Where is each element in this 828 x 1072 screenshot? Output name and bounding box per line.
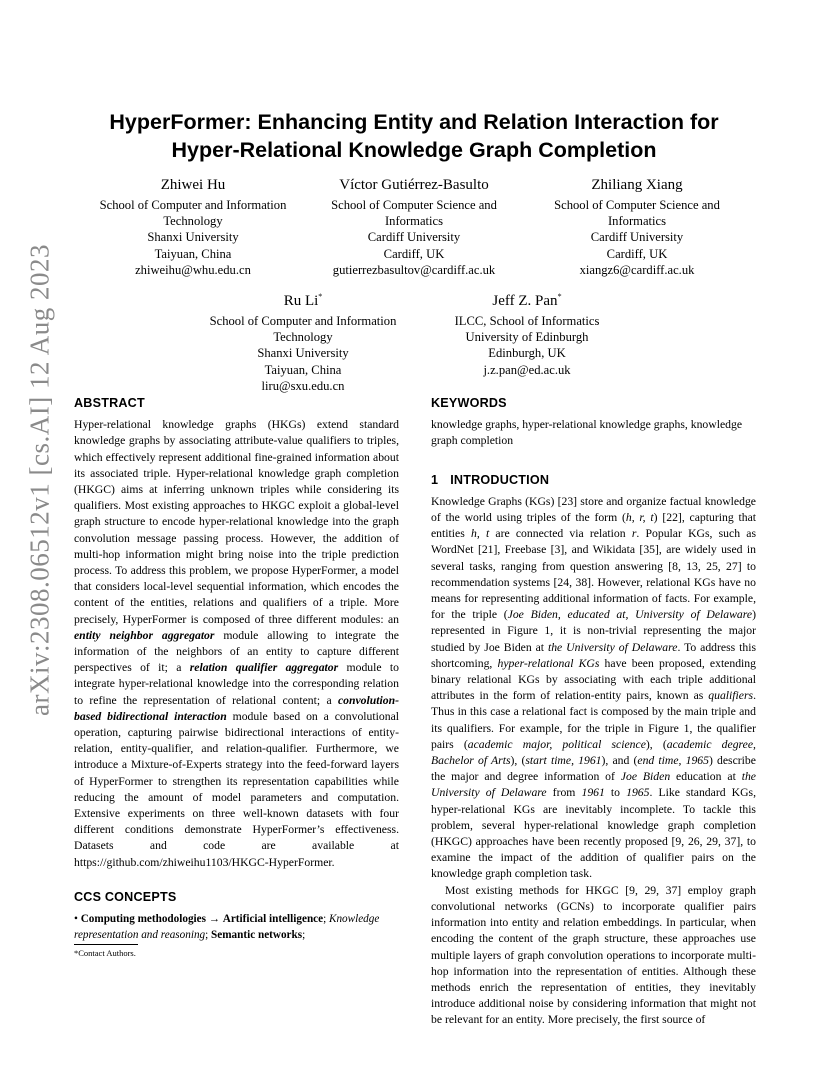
section-number: 1 (431, 472, 439, 487)
ccs-item: Artificial intelligence (222, 913, 324, 926)
intro-emphasis: 1965 (626, 786, 650, 800)
ccs-bullet: • (74, 913, 78, 926)
paper-title (74, 108, 754, 164)
intro-emphasis: qualifiers (708, 689, 754, 703)
corresponding-mark: * (557, 292, 562, 301)
intro-text-run: education at (670, 770, 742, 784)
author-affiliation: School of Computer Science and (554, 198, 720, 212)
author-location: Taiyuan, China (264, 362, 342, 377)
author-block-pan (412, 287, 642, 378)
author-name (188, 287, 418, 311)
author-location: Cardiff, UK (606, 246, 668, 261)
arxiv-stamp: arXiv:2308.06512v1 [cs.AI] 12 Aug 2023 (24, 244, 55, 716)
author-affiliation: School of Computer Science and (331, 198, 497, 212)
intro-emphasis: academic degree, Bachelor of Arts (431, 737, 756, 768)
right-column (431, 395, 756, 1029)
intro-text-run: ), and ( (601, 754, 638, 768)
intro-emphasis: end time, 1965 (637, 754, 709, 768)
intro-heading (431, 472, 756, 488)
intro-emphasis: 1961 (581, 786, 605, 800)
author-name-text: Ru Li (283, 293, 319, 309)
ccs-separator: ; (302, 929, 306, 942)
author-institution: Shanxi University (147, 230, 239, 245)
intro-text-run: to (604, 786, 627, 800)
intro-text-run: ) [22], capturing that entities (431, 511, 757, 541)
intro-emphasis: academic major, political science (467, 737, 646, 751)
author-location: Edinburgh, UK (488, 346, 566, 361)
author-location: Taiyuan, China (154, 246, 232, 261)
author-affiliation: Informatics (384, 214, 444, 229)
intro-text-run: from (546, 786, 582, 800)
intro-text-run: Knowledge Graphs (KGs) [23] store and organize factual knowledge of the world using triples of the form ( (431, 494, 756, 525)
ccs-separator: ; (323, 913, 329, 926)
author-email: j.z.pan@ed.ac.uk (483, 362, 571, 377)
author-location: Cardiff, UK (383, 246, 445, 261)
intro-emphasis: r (631, 527, 637, 541)
author-institution: Shanxi University (257, 346, 349, 361)
ccs-separator: ; (205, 929, 212, 942)
author-block-li (188, 287, 418, 394)
author-name-text: Jeff Z. Pan (492, 293, 558, 309)
abstract-heading: ABSTRACT (74, 396, 145, 410)
intro-emphasis: the University of Delaware (547, 640, 678, 654)
intro-emphasis: hyper-relational KGs (497, 656, 600, 670)
author-email: liru@sxu.edu.cn (261, 378, 345, 393)
author-email: gutierrezbasultov@cardiff.ac.uk (332, 262, 496, 277)
author-block-xiang (522, 176, 752, 278)
abstract-text-run: module based on a convolutional operation, capturing pairwise bidirectional interactions of entity-relation, entity-qualifier, and relation-qualifier. Furthermore, we introduce a Mixture-of-Experts strategy into the feed-forward layers of HyperFormer to strengthen its representation capabilities while reducing the amount of model parameters and computation. Extensive experiments on three well-known datasets with four different conditions demonstrate HyperFormer’s effectiveness. Datasets and code are available at https://github.com/zhiweihu1103/HKGC-HyperFormer. (74, 709, 400, 869)
intro-text-run: . Thus in this case a relational fact is composed by the main triple and its qualifiers. For example, for the triple in Figure 1, the qualifier pairs ( (431, 689, 756, 751)
abstract-emphasis: convolution-based bidirectional interaction (74, 693, 399, 723)
abstract-text-run: Hyper-relational knowledge graphs (HKGs) extend standard knowledge graphs by associating attribute-value qualifiers to triples, which effectively represent additional fine-grained information about its associated triple. Hyper-relational knowledge graph completion (HKGC) aims at inferring unknown triples while considering its qualifiers. Most existing approaches to HKGC exploit a global-level graph structure to encode hyper-relational knowledge into the graph convolution message passing process. However, the addition of multi-hop information might bring noise into the triple prediction process. To address this problem, we propose HyperFormer, a model that considers local-level sequential information, which encodes the content of the entities, relations and qualifiers of a triple. More precisely, HyperFormer is composed of three different modules: an (74, 418, 399, 626)
author-name (412, 287, 642, 311)
ccs-heading: CCS CONCEPTS (74, 889, 177, 904)
intro-text-run: ), ( (645, 737, 667, 751)
author-affiliation: ILCC, School of Informatics (454, 314, 600, 328)
ccs-concepts (74, 911, 399, 943)
intro-text-run: are connected via relation (489, 527, 632, 541)
author-institution: Cardiff University (367, 230, 461, 245)
intro-text-run: have been proposed, extending binary relational KGs by associating with each triple additional attributes in the form of relation-entity pairs, known as (431, 656, 756, 703)
author-name: Víctor Gutiérrez-Basulto (339, 177, 489, 193)
ccs-item: Knowledge representation and reasoning (74, 913, 380, 942)
intro-emphasis: Joe Biden (620, 770, 671, 784)
author-email: xiangz6@cardiff.ac.uk (579, 262, 695, 277)
title-line-2: Hyper-Relational Knowledge Graph Completion (171, 138, 657, 162)
abstract-text-run: module to integrate hyper-relational knowledge into the corresponding relation to refine the representation of relational content; a (74, 661, 399, 707)
keywords-heading: KEYWORDS (431, 396, 507, 410)
abstract-emphasis: entity neighbor aggregator (74, 628, 215, 642)
footnote: *Contact Authors. (74, 948, 136, 958)
author-affiliation: Technology (273, 330, 333, 345)
author-affiliation: School of Computer and Information (99, 198, 287, 212)
ccs-item: Computing methodologies (80, 913, 206, 926)
section-title: INTRODUCTION (450, 472, 550, 487)
intro-emphasis: h, t (470, 527, 490, 541)
author-affiliation: Informatics (607, 214, 667, 229)
intro-text-run: ) describe the major and degree information of (431, 754, 756, 784)
author-block-hu (78, 176, 308, 278)
author-name: Zhiliang Xiang (591, 177, 683, 193)
intro-paragraph-1 (431, 494, 756, 883)
intro-text-run: . Popular KGs, such as WordNet [21], Freebase [3], and Wikidata [35], are widely used in several tasks, ranging from question answering [8, 13, 25, 27] to recommendation systems [24, 38]. However, relational KGs have no means for representing additional information of facts. For example, for the triple ( (431, 527, 756, 622)
ccs-arrow: → (208, 913, 220, 926)
author-affiliation: Technology (163, 214, 223, 229)
abstract-text-run: module allowing to integrate the information of the neighbors of an entity to capture different perspectives of it; a (74, 628, 399, 675)
intro-text-run: . To address this shortcoming, (431, 640, 756, 670)
ccs-item: Semantic networks (211, 929, 303, 942)
intro-emphasis: h, r, t (625, 511, 654, 525)
footnote-rule (74, 944, 138, 945)
corresponding-mark: * (318, 292, 323, 301)
intro-emphasis: the University of Delaware (431, 770, 756, 800)
abstract-text (74, 417, 399, 871)
author-institution: University of Edinburgh (465, 330, 589, 345)
intro-text-run: ), ( (510, 754, 526, 768)
author-name: Zhiwei Hu (160, 177, 226, 193)
left-column (74, 395, 399, 944)
intro-emphasis: Joe Biden, educated at, University of Delaware (507, 608, 753, 622)
author-email: zhiweihu@whu.edu.cn (135, 262, 251, 277)
keywords-text: knowledge graphs, hyper-relational knowledge graphs, knowledge graph completion (431, 418, 743, 448)
intro-text-run: . Like standard KGs, hyper-relational KGs are inevitably incomplete. To tackle this problem, several hyper-relational knowledge graph completion (HKGC) approaches have been recently proposed [9, 26, 29, 37], to examine the impact of the addition of qualifier pairs on the knowledge graph completion task. (431, 786, 756, 881)
author-institution: Cardiff University (590, 230, 684, 245)
title-line-1: HyperFormer: Enhancing Entity and Relation Interaction for (109, 110, 719, 134)
intro-text-run: ) represented in Figure 1, it is non-trivial representing the major studied by Joe Biden at (431, 608, 756, 654)
author-affiliation: School of Computer and Information (209, 314, 397, 328)
abstract-emphasis: relation qualifier aggregator (189, 661, 339, 675)
intro-paragraph-2: Most existing methods for HKGC [9, 29, 37] employ graph convolutional networks (GCNs) to incorporate qualifier pairs information into entity and relation embeddings. In particular, when encoding the content of the graph structure, these approaches use multiple layers of graph convolution operations to incorporate multi-hop information into the representation of entities. Although these methods enrich the representation of entities, they inevitably introduce additional noise by considering information that might not be relevant for an entity. More precisely, the first source of (431, 883, 756, 1027)
author-block-gutierrez-basulto (299, 176, 529, 278)
intro-emphasis: start time, 1961 (525, 754, 602, 768)
